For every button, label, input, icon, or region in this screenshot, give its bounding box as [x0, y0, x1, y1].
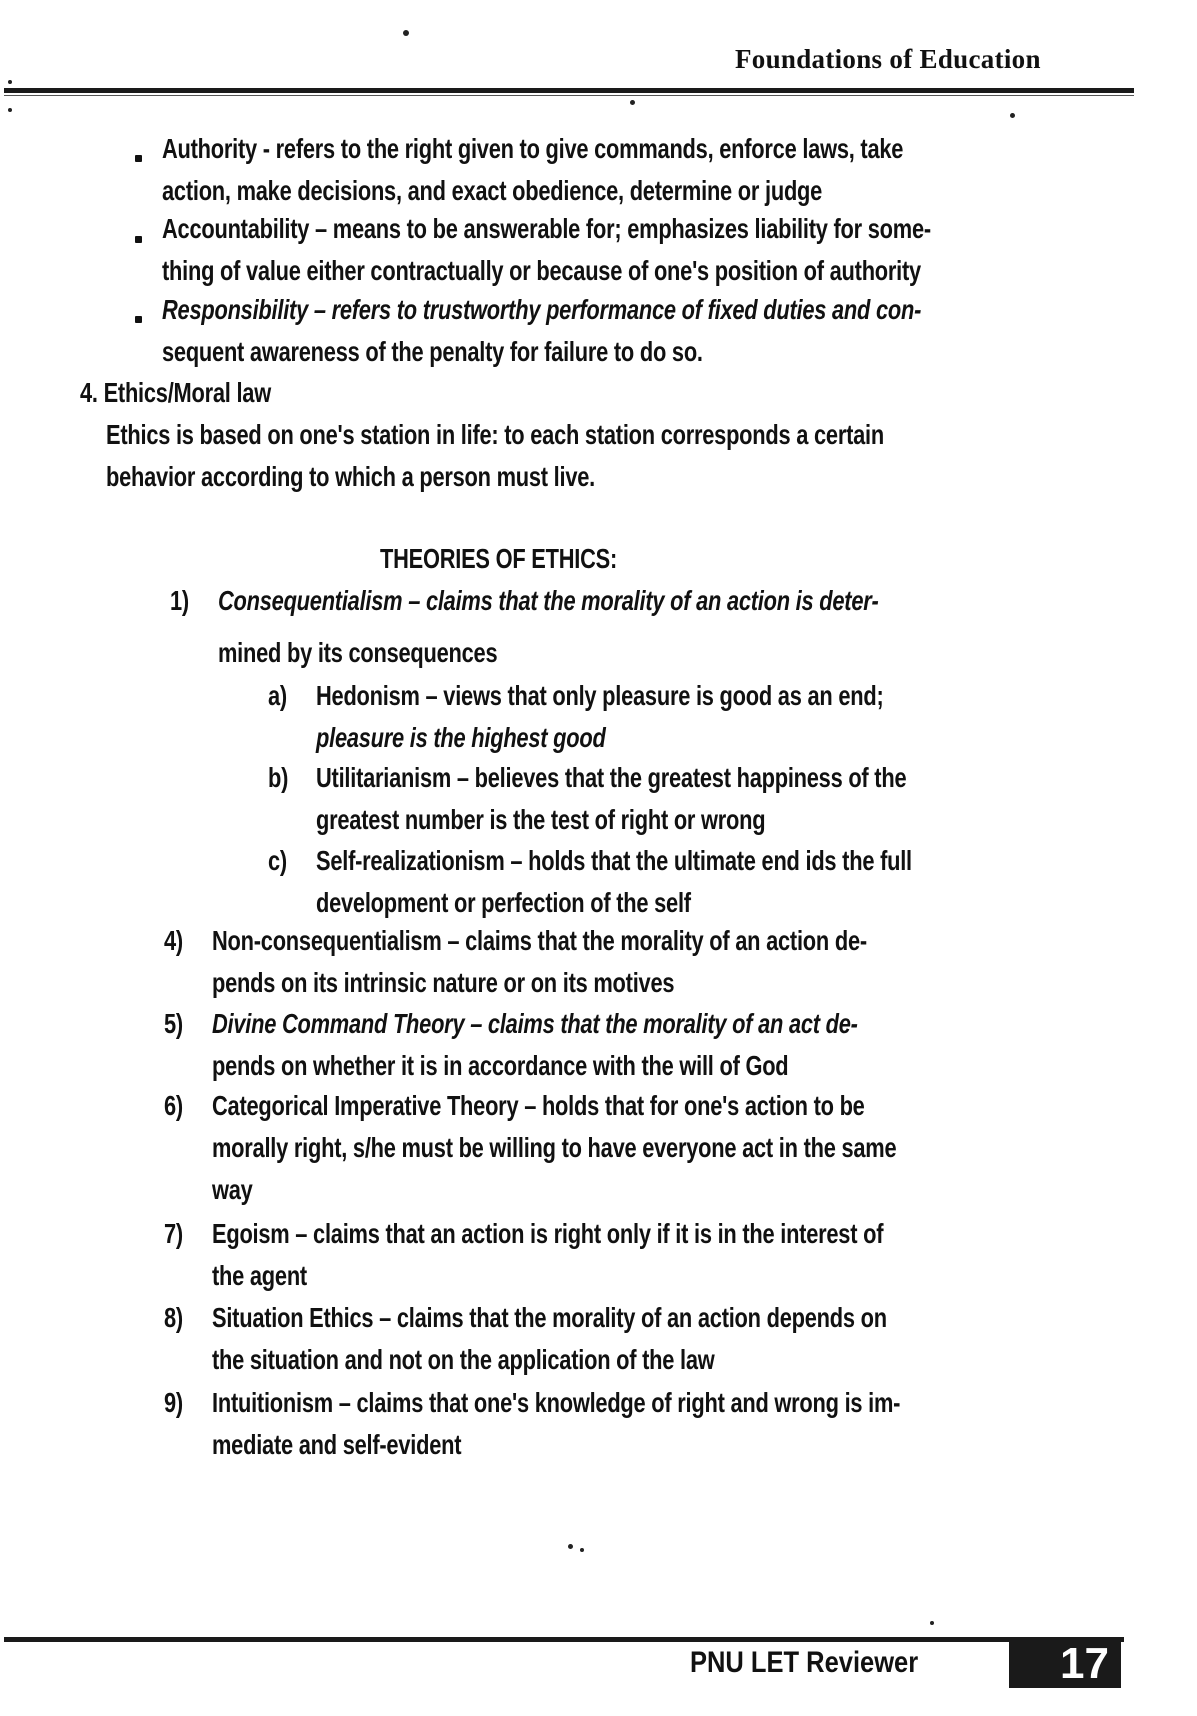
sub-theory-letter: c) — [268, 845, 287, 876]
sub-theory-utilitarianism-line-1: Utilitarianism – believes that the greatest happiness of the — [316, 762, 907, 793]
sub-theory-hedonism-line-1: Hedonism – views that only pleasure is good as an end; — [316, 680, 884, 711]
scan-speck — [1010, 113, 1015, 118]
sub-theory-letter: a) — [268, 680, 287, 711]
theory-consequentialism-line-2: mined by its consequences — [218, 637, 498, 668]
theory-consequentialism-line-1: Consequentialism – claims that the morality of an action is deter- — [218, 585, 879, 616]
running-header-title: Foundations of Education — [735, 44, 1041, 74]
theory-divine-command-line-2: pends on whether it is in accordance with the will of God — [212, 1050, 789, 1081]
theory-categorical-line-3: way — [212, 1174, 253, 1205]
sub-theory-selfrealizationism-line-1: Self-realizationism – holds that the ultimate end ids the full — [316, 845, 912, 876]
bullet-authority-line-1: Authority - refers to the right given to give commands, enforce laws, take — [162, 133, 904, 164]
theory-nonconsequentialism-line-2: pends on its intrinsic nature or on its motives — [212, 967, 675, 998]
bullet-icon — [135, 155, 142, 162]
theory-number: 1) — [170, 585, 189, 616]
theory-number: 7) — [164, 1218, 183, 1249]
sub-theory-letter: b) — [268, 762, 289, 793]
theory-egoism-line-2: the agent — [212, 1260, 307, 1291]
scan-speck — [8, 80, 12, 84]
scan-speck — [8, 108, 12, 112]
theory-nonconsequentialism-line-1: Non-consequentialism – claims that the morality of an action de- — [212, 925, 867, 956]
sub-theory-hedonism-line-2: pleasure is the highest good — [316, 722, 606, 753]
scan-speck — [580, 1548, 584, 1552]
theory-intuitionism-line-1: Intuitionism – claims that one's knowledge of right and wrong is im- — [212, 1387, 901, 1418]
footer-rule — [4, 1637, 1124, 1642]
page-number: 17 — [1060, 1639, 1109, 1688]
scan-speck — [630, 100, 635, 105]
page-number-box — [1009, 1640, 1121, 1688]
bullet-accountability-line-1: Accountability – means to be answerable for; emphasizes liability for some- — [162, 213, 931, 244]
bullet-icon — [135, 316, 142, 323]
header-rule — [4, 88, 1134, 93]
theory-categorical-line-2: morally right, s/he must be willing to have everyone act in the same — [212, 1132, 897, 1163]
theory-number: 9) — [164, 1387, 183, 1418]
theory-number: 8) — [164, 1302, 183, 1333]
bullet-responsibility-line-1: Responsibility – refers to trustworthy performance of fixed duties and con- — [162, 294, 922, 325]
bullet-icon — [135, 236, 142, 243]
theory-divine-command-line-1: Divine Command Theory – claims that the morality of an act de- — [212, 1008, 858, 1039]
section-heading: 4. Ethics/Moral law — [80, 377, 271, 408]
scan-speck — [930, 1621, 934, 1625]
sub-theory-utilitarianism-line-2: greatest number is the test of right or wrong — [316, 804, 766, 835]
bullet-responsibility-line-2: sequent awareness of the penalty for failure to do so. — [162, 336, 703, 367]
bullet-accountability-line-2: thing of value either contractually or because of one's position of authority — [162, 255, 921, 286]
theory-number: 5) — [164, 1008, 183, 1039]
theory-situation-ethics-line-1: Situation Ethics – claims that the morality of an action depends on — [212, 1302, 887, 1333]
section-body-line-2: behavior according to which a person must live. — [106, 461, 596, 492]
sub-theory-selfrealizationism-line-2: development or perfection of the self — [316, 887, 691, 918]
header-rule-thin — [4, 95, 1134, 96]
section-body-line-1: Ethics is based on one's station in life: to each station corresponds a certain — [106, 419, 884, 450]
theories-heading: THEORIES OF ETHICS: — [380, 543, 618, 574]
footer-label: PNU LET Reviewer — [690, 1646, 919, 1679]
theory-number: 6) — [164, 1090, 183, 1121]
theory-egoism-line-1: Egoism – claims that an action is right only if it is in the interest of — [212, 1218, 884, 1249]
theory-intuitionism-line-2: mediate and self-evident — [212, 1429, 462, 1460]
scan-speck — [568, 1544, 573, 1549]
theory-categorical-line-1: Categorical Imperative Theory – holds that for one's action to be — [212, 1090, 865, 1121]
theory-number: 4) — [164, 925, 183, 956]
bullet-authority-line-2: action, make decisions, and exact obedience, determine or judge — [162, 175, 823, 206]
scan-speck — [403, 30, 409, 36]
theory-situation-ethics-line-2: the situation and not on the application of the law — [212, 1344, 715, 1375]
